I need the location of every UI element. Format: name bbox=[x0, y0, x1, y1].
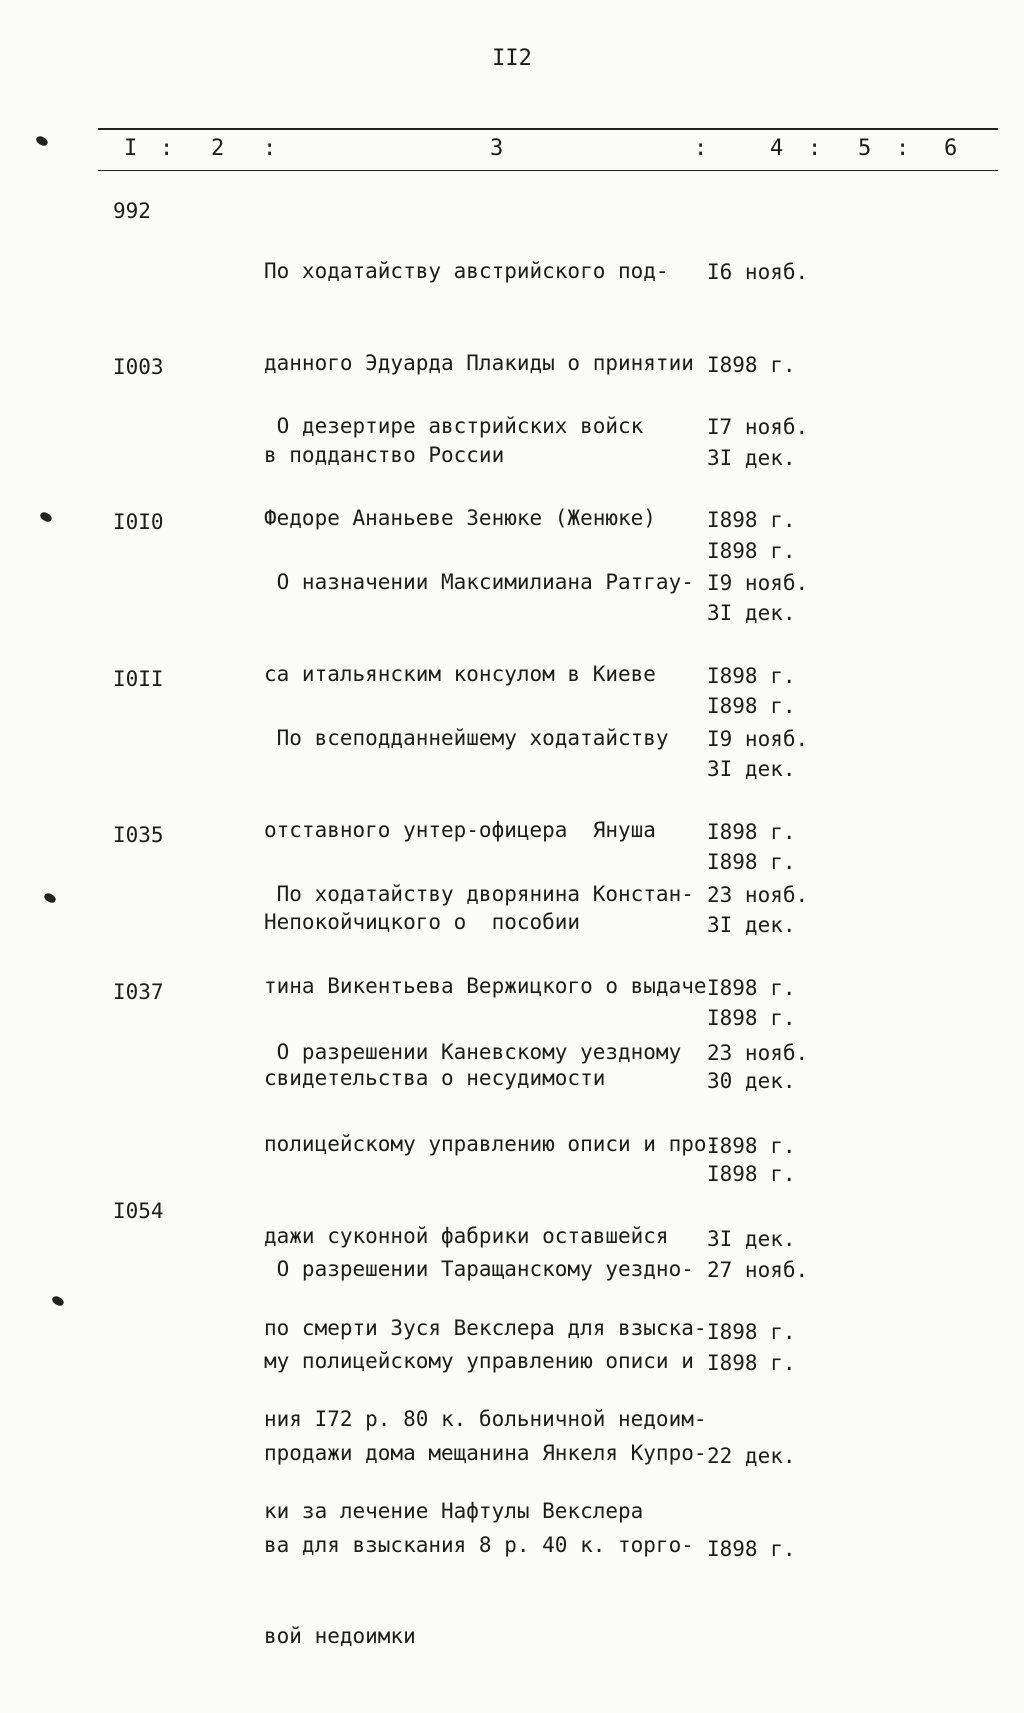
col-header-2: 2 bbox=[211, 136, 225, 161]
date-line: I898 г. bbox=[707, 850, 796, 874]
date-line: I898 г. bbox=[707, 664, 796, 688]
record-number: 992 bbox=[113, 199, 151, 223]
title-line: Федоре Ананьеве Зенюке (Женюке) bbox=[264, 505, 656, 530]
date-line: 3I дек. bbox=[707, 446, 796, 470]
binding-hole-mark bbox=[43, 891, 57, 904]
record-number: I0I0 bbox=[113, 510, 164, 534]
title-line: Непокойчицкого о пособии bbox=[264, 909, 581, 934]
title-line: вой недоимки bbox=[264, 1624, 416, 1649]
table-header-top-rule bbox=[98, 128, 998, 130]
col-header-3: 3 bbox=[490, 136, 504, 161]
date-line: I898 г. bbox=[707, 1162, 796, 1186]
date-line: 30 дек. bbox=[707, 1069, 796, 1093]
title-line: О разрешении Таращанскому уездно- bbox=[264, 1257, 694, 1282]
title-line: ки за лечение Нафтулы Векслера bbox=[264, 1499, 644, 1524]
title-line: полицейскому управлению описи и про- bbox=[264, 1131, 720, 1156]
date-line: I898 г. bbox=[707, 976, 796, 1000]
col-separator: : bbox=[263, 136, 277, 161]
title-line: О назначении Максимилиана Ратгау- bbox=[264, 570, 694, 595]
title-line: по смерти Зуся Векслера для взыска- bbox=[264, 1315, 707, 1340]
col-header-5: 5 bbox=[858, 136, 872, 161]
page-number: II2 bbox=[492, 46, 532, 71]
col-separator: : bbox=[808, 136, 822, 161]
date-line: 23 нояб. bbox=[707, 883, 809, 907]
date-line: 3I дек. bbox=[707, 757, 796, 781]
record-number: I003 bbox=[113, 355, 164, 379]
title-line: О дезертире австрийских войск bbox=[264, 414, 644, 439]
col-separator: : bbox=[160, 136, 174, 161]
title-line: свидетельства о несудимости bbox=[264, 1065, 606, 1090]
record-number: I0II bbox=[113, 667, 164, 691]
record-number: I035 bbox=[113, 823, 164, 847]
col-header-1: I bbox=[124, 136, 138, 161]
date-line: I898 г. bbox=[707, 694, 796, 718]
date-line: I898 г. bbox=[707, 1006, 796, 1030]
title-line: По ходатайству дворянина Констан- bbox=[264, 882, 694, 907]
title-line: данного Эдуарда Плакиды о принятии bbox=[264, 350, 694, 375]
date-line: I898 г. bbox=[707, 539, 796, 563]
date-line: I898 г. bbox=[707, 353, 796, 377]
date-line: 3I дек. bbox=[707, 1227, 796, 1251]
title-line: О разрешении Каневскому уездному bbox=[264, 1040, 682, 1065]
record-number: I037 bbox=[113, 980, 164, 1004]
col-header-4: 4 bbox=[770, 136, 784, 161]
date-line: 3I дек. bbox=[707, 913, 796, 937]
date-line: I898 г. bbox=[707, 820, 796, 844]
title-line: продажи дома мещанина Янкеля Купро- bbox=[264, 1440, 707, 1465]
date-line: 22 дек. bbox=[707, 1444, 796, 1468]
col-header-6: 6 bbox=[944, 136, 958, 161]
title-line: му полицейскому управлению описи и bbox=[264, 1348, 694, 1373]
title-line: ва для взыскания 8 р. 40 к. торго- bbox=[264, 1532, 694, 1557]
date-line: I898 г. bbox=[707, 1134, 796, 1158]
title-line: тина Викентьева Вержицкого о выдаче bbox=[264, 973, 707, 998]
binding-hole-mark bbox=[39, 510, 53, 523]
date-line: I898 г. bbox=[707, 1537, 796, 1561]
date-line: I898 г. bbox=[707, 1320, 796, 1344]
record-dates bbox=[707, 1193, 837, 1627]
date-line: 3I дек. bbox=[707, 601, 796, 625]
date-line: 23 нояб. bbox=[707, 1041, 809, 1065]
col-separator: : bbox=[896, 136, 910, 161]
date-line: 27 нояб. bbox=[707, 1258, 809, 1282]
record-title bbox=[264, 1193, 714, 1713]
title-line: ния I72 р. 80 к. больничной недоим- bbox=[264, 1407, 707, 1432]
title-line: са итальянским консулом в Киеве bbox=[264, 661, 656, 686]
binding-hole-mark bbox=[35, 134, 49, 147]
date-line: I898 г. bbox=[707, 1351, 796, 1375]
date-line: I9 нояб. bbox=[707, 727, 809, 751]
title-line: отставного унтер-офицера Януша bbox=[264, 817, 656, 842]
date-line: I9 нояб. bbox=[707, 571, 809, 595]
title-line: По ходатайству австрийского под- bbox=[264, 259, 669, 284]
title-line: дажи суконной фабрики оставшейся bbox=[264, 1223, 669, 1248]
date-line: I898 г. bbox=[707, 508, 796, 532]
date-line: I6 нояб. bbox=[707, 260, 809, 284]
record-number: I054 bbox=[113, 1199, 164, 1223]
binding-hole-mark bbox=[51, 1294, 65, 1307]
title-line: По всеподданнейшему ходатайству bbox=[264, 726, 669, 751]
title-line: в подданство России bbox=[264, 442, 505, 467]
table-header-bottom-rule bbox=[98, 170, 998, 171]
date-line: I7 нояб. bbox=[707, 415, 809, 439]
col-separator: : bbox=[694, 136, 708, 161]
